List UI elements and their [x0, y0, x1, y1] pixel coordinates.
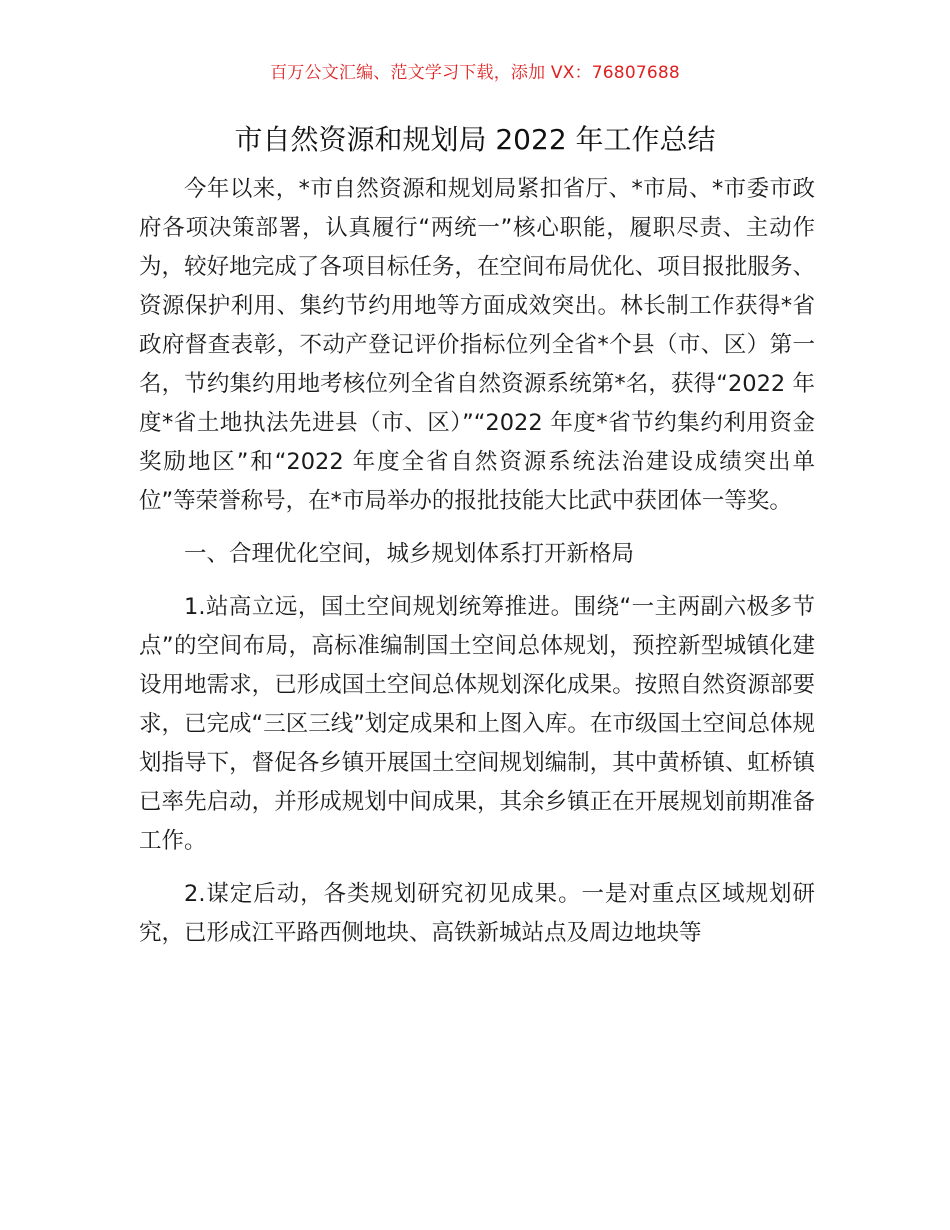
document-body [139, 170, 815, 953]
paragraph-item-2: 2.谋定后动，各类规划研究初见成果。一是对重点区域规划研究，已形成江平路西侧地块、高铁新城站点及周边地块等 [139, 881, 815, 946]
section-heading-1: 一、合理优化空间，城乡规划体系打开新格局 [184, 541, 635, 567]
intro-paragraph: 今年以来，*市自然资源和规划局紧扣省厅、*市局、*市委市政府各项决策部署，认真履行“两统一”核心职能，履职尽责、主动作为，较好地完成了各项目标任务，在空间布局优化、项目报批服务、资源保护利用、集约节约用地等方面成效突出。林长制工作获得*省政府督查表彰，不动产登记评价指标位列全省*个县（市、区）第一名，节约集约用地考核位列全省自然资源系统第*名，获得“2022 年度*省土地执法先进县（市、区）”“2022 年度*省节约集约利用资金奖励地区”和“2022 年度全省自然资源系统法治建设成绩突出单位”等荣誉称号，在*市局举办的报批技能大比武中获团体一等奖。 [139, 176, 815, 514]
document-title: 市自然资源和规划局 2022 年工作总结 [234, 123, 716, 156]
header-banner: 百万公文汇编、范文学习下载，添加 VX：76807688 [270, 63, 680, 83]
paragraph-item-1: 1.站高立远，国土空间规划统筹推进。围绕“一主两副六极多节点”的空间布局，高标准编制国土空间总体规划，预控新型城镇化建设用地需求，已形成国土空间总体规划深化成果。按照自然资源部要求，已完成“三区三线”划定成果和上图入库。在市级国土空间总体规划指导下，督促各乡镇开展国土空间规划编制，其中黄桥镇、虹桥镇已率先启动，并形成规划中间成果，其余乡镇正在开展规划前期准备工作。 [139, 594, 815, 854]
